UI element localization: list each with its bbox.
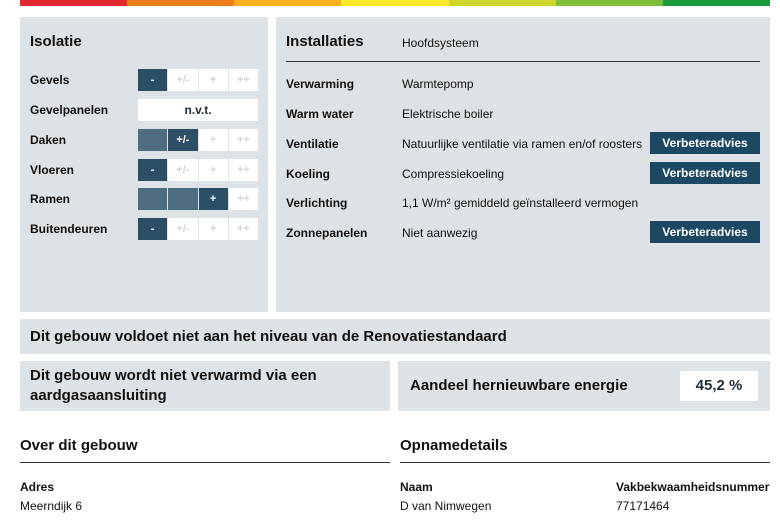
isolatie-title: Isolatie [30,33,82,50]
isolatie-row-buitendeuren [20,218,268,240]
rating-cell: ++ [229,159,258,181]
naam-value: D van Nimwegen [400,499,492,513]
rating-cell [168,188,197,210]
installatie-value: 1,1 W/m² gemiddeld geïnstalleerd vermogen [402,196,639,210]
rating-scale [138,159,258,181]
energy-label-color-bar [20,0,770,6]
installatie-row-warm-water [276,103,764,125]
installatie-value: Elektrische boiler [402,107,494,121]
rating-cell: + [199,69,228,91]
installatie-row-koeling [276,163,764,185]
rating-cell: +/- [168,69,197,91]
verbeteradvies-button[interactable]: Verbeteradvies [650,162,760,184]
isolatie-row-gevels [20,69,268,91]
installaties-panel [276,17,770,312]
installatie-value: Warmtepomp [402,77,474,91]
installatie-value: Niet aanwezig [402,226,478,240]
vakbekwaam-value: 77171464 [616,499,670,513]
energy-bar-segment [341,0,448,6]
rating-scale [138,69,258,91]
isolatie-row-label: Buitendeuren [30,222,108,236]
installatie-row-verwarming [276,73,764,95]
energy-bar-segment [556,0,663,6]
isolatie-row-label: Ramen [30,192,71,206]
rating-cell: + [199,159,228,181]
isolatie-row-label: Gevelpanelen [30,103,109,117]
naam-label: Naam [400,480,433,494]
installatie-label: Koeling [286,167,330,181]
adres-label: Adres [20,480,55,494]
rating-cell: ++ [229,69,258,91]
rating-scale [138,129,258,151]
rating-cell: + [199,218,228,240]
isolatie-row-label: Vloeren [30,163,75,177]
energy-bar-segment [449,0,556,6]
installaties-subtitle: Hoofdsysteem [402,36,479,50]
rating-cell: - [138,159,167,181]
installatie-label: Warm water [286,107,354,121]
installatie-row-zonnepanelen [276,222,764,244]
installaties-divider [286,61,760,62]
verbeteradvies-button[interactable]: Verbeteradvies [650,221,760,243]
installatie-row-verlichting [276,192,764,214]
rating-cell: - [138,218,167,240]
hernieuwbaar-panel [398,361,770,411]
opname-divider [400,462,770,463]
isolatie-row-label: Gevels [30,73,70,87]
isolatie-panel [20,17,268,312]
renovatie-text: Dit gebouw voldoet niet aan het niveau van de Renovatiestandaard [30,328,507,345]
energy-bar-segment [234,0,341,6]
isolatie-row-vloeren [20,159,268,181]
rating-cell: ++ [229,218,258,240]
hernieuwbaar-value-box [680,371,758,401]
adres-value: Meerndijk 6 [20,499,83,513]
rating-cell: ++ [229,188,258,210]
renovatie-panel [20,319,770,354]
aardgas-panel [20,361,390,411]
hernieuwbaar-value: 45,2 % [695,377,743,394]
aardgas-text-line1: Dit gebouw wordt niet verwarmd via een [30,367,317,384]
energy-bar-segment [20,0,127,6]
isolatie-row-ramen [20,188,268,210]
opname-title: Opnamedetails [400,437,508,454]
installatie-row-ventilatie [276,133,764,155]
rating-cell [138,188,167,210]
rating-cell: + [199,188,228,210]
installatie-label: Ventilatie [286,137,339,151]
installatie-value: Natuurlijke ventilatie via ramen en/of roosters [402,137,643,151]
rating-cell: - [138,69,167,91]
rating-cell: +/- [168,218,197,240]
verbeteradvies-button[interactable]: Verbeteradvies [650,132,760,154]
installatie-label: Verlichting [286,196,348,210]
over-gebouw-divider [20,462,390,463]
isolatie-row-gevelpanelen [20,99,268,121]
isolatie-row-daken [20,129,268,151]
vakbekwaam-label: Vakbekwaamheidsnummer [616,480,770,494]
rating-cell: +/- [168,159,197,181]
rating-cell: +/- [168,129,197,151]
installatie-label: Verwarming [286,77,355,91]
rating-cell: ++ [229,129,258,151]
rating-cell: + [199,129,228,151]
rating-scale [138,188,258,210]
hernieuwbaar-label: Aandeel hernieuwbare energie [410,377,628,394]
installatie-label: Zonnepanelen [286,226,368,240]
not-applicable-box: n.v.t. [138,99,258,121]
rating-cell [138,129,167,151]
energy-bar-segment [127,0,234,6]
isolatie-row-label: Daken [30,133,67,147]
installatie-value: Compressiekoeling [402,167,505,181]
aardgas-text-line2: aardgasaansluiting [30,387,167,404]
over-gebouw-title: Over dit gebouw [20,437,138,454]
rating-scale [138,218,258,240]
installaties-title: Installaties [286,33,364,50]
energy-bar-segment [663,0,770,6]
